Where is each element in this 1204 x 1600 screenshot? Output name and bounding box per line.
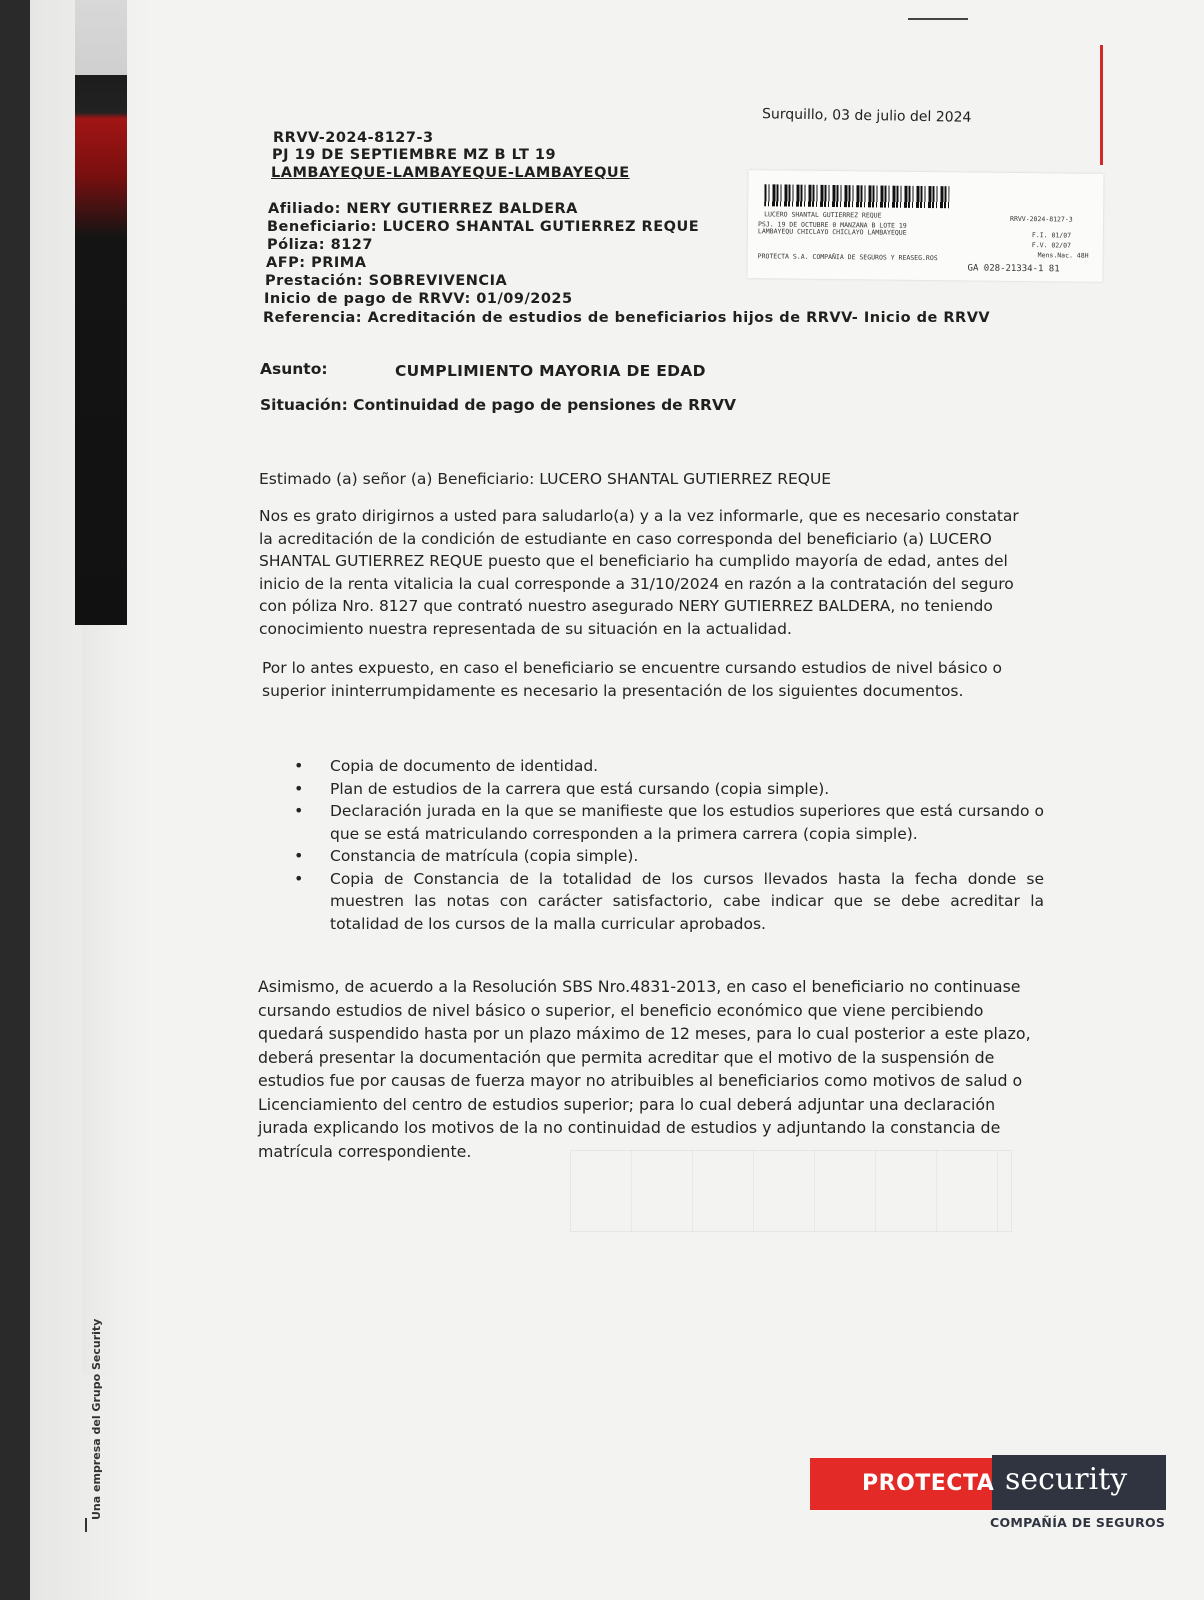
document-item: • Copia de Constancia de la totalidad de los cursos llevados hasta la fecha donde se muestren las notas con carácter satisfactorio, cabe indicar que se debe acreditar la totalidad de los cursos de la malla curricular aprobados.: [294, 868, 1044, 936]
stamp-code: RRVV-2024-8127-3: [1010, 214, 1073, 224]
paragraph-3-line: deberá presentar la documentación que permita acreditar que el motivo de la suspensión de: [258, 1047, 995, 1067]
stamp-fv: F.V. 02/07: [1031, 241, 1071, 250]
sidebar-divider: [85, 1518, 87, 1532]
stamp-name: LUCERO SHANTAL GUTIERREZ REQUE: [764, 210, 882, 220]
prestacion-line: Prestación: SOBREVIVENCIA: [265, 273, 508, 289]
paragraph-3-line: cursando estudios de nivel básico o superior, el beneficio económico que viene percibiendo: [258, 1000, 984, 1020]
paragraph-2-line: Por lo antes expuesto, en caso el beneficiario se encuentre cursando estudios de nivel básico o: [262, 659, 1003, 677]
asunto-value: CUMPLIMIENTO MAYORIA DE EDAD: [395, 362, 706, 380]
logo-brand-protecta: PROTECTA: [862, 1471, 995, 1496]
document-item: • Copia de documento de identidad.: [294, 755, 1044, 778]
logo-tagline: COMPAÑÍA DE SEGUROS: [990, 1515, 1166, 1530]
greeting-line: Estimado (a) señor (a) Beneficiario: LUCERO SHANTAL GUTIERREZ REQUE: [259, 470, 832, 488]
paragraph-1-line: Nos es grato dirigirnos a usted para saludarlo(a) y a la vez informarle, que es necesario constatar: [259, 507, 1019, 525]
address-line-1: PJ 19 DE SEPTIEMBRE MZ B LT 19: [272, 147, 557, 163]
document-item: • Declaración jurada en la que se manifieste que los estudios superiores que está cursando o que se está matriculando corresponden a la primera carrera (copia simple).: [294, 800, 1044, 845]
paragraph-3-line: jurada explicando los motivos de la no continuidad de estudios y adjuntando la constancia de: [258, 1118, 1001, 1137]
afp-line: AFP: PRIMA: [266, 255, 367, 271]
paragraph-1-line: conocimiento nuestra representada de su situación en la actualidad.: [259, 619, 792, 638]
paragraph-3-line: estudios fue por causas de fuerza mayor no atribuibles al beneficiarios como motivos de salud o: [258, 1071, 1023, 1090]
inicio-pago-line: Inicio de pago de RRVV: 01/09/2025: [264, 291, 573, 307]
paragraph-3: [258, 975, 1031, 1163]
stamp-company: PROTECTA S.A. COMPAÑIA DE SEGUROS Y REASEG.ROS: [757, 252, 938, 263]
paragraph-1-line: inicio de la renta vitalicia la cual corresponde a 31/10/2024 en razón a la contratación del seguro: [259, 574, 1014, 593]
stamp-address-1: PSJ. 19 DE OCTUBRE 0 MANZANA B LOTE 19: [757, 220, 907, 230]
top-dash: [908, 18, 968, 20]
paragraph-3-line: Asimismo, de acuerdo a la Resolución SBS Nro.4831-2013, en caso el beneficiario no continuase: [258, 977, 1021, 996]
logo-brand-security: security: [1005, 1462, 1128, 1497]
paragraph-3-line: matrícula correspondiente.: [258, 1141, 472, 1161]
documents-list: [294, 755, 1044, 935]
paragraph-1: [259, 505, 1019, 640]
paragraph-1-line: con póliza Nro. 8127 que contrató nuestro asegurado NERY GUTIERREZ BALDERA, no teniendo: [259, 597, 993, 615]
paragraph-3-line: quedará suspendido hasta por un plazo máximo de 12 meses, para lo cual posterior a este plazo,: [258, 1024, 1031, 1043]
poliza-line: Póliza: 8127: [267, 237, 373, 253]
stamp-ga: GA 028-21334-1 81: [967, 263, 1060, 275]
asunto-label: Asunto:: [260, 360, 328, 378]
document-item: • Plan de estudios de la carrera que está cursando (copia simple).: [294, 778, 1044, 801]
paragraph-2-line: superior ininterrumpidamente es necesario la presentación de los siguientes documentos.: [262, 681, 964, 700]
date-line: Surquillo, 03 de julio del 2024: [761, 106, 972, 126]
stamp-address-2: LAMBAYEQU CHICLAYO CHICLAYO LAMBAYEQUE: [757, 227, 907, 237]
side-band-light: [82, 625, 122, 1375]
side-band-dark: [75, 0, 127, 625]
mail-label-stamp: [747, 170, 1103, 282]
paragraph-1-line: SHANTAL GUTIERREZ REQUE puesto que el beneficiario ha cumplido mayoría de edad, antes del: [259, 552, 1008, 570]
paragraph-2: [262, 657, 1002, 702]
referencia-line: Referencia: Acreditación de estudios de beneficiarios hijos de RRVV- Inicio de RRVV: [263, 310, 991, 326]
beneficiario-line: Beneficiario: LUCERO SHANTAL GUTIERREZ REQUE: [267, 219, 700, 235]
group-security-tagline: Una empresa del Grupo Security: [90, 1318, 103, 1520]
situacion-line: Situación: Continuidad de pago de pensiones de RRVV: [260, 396, 736, 414]
paragraph-3-line: Licenciamiento del centro de estudios superior; para lo cual deberá adjuntar una declaración: [258, 1094, 996, 1114]
barcode-icon: [764, 184, 949, 208]
document-item: • Constancia de matrícula (copia simple).: [294, 845, 1044, 868]
stamp-fi: F.I. 01/07: [1031, 231, 1072, 240]
stamp-mens: Mens.Nac. 48H: [1037, 251, 1089, 260]
address-line-2: LAMBAYEQUE-LAMBAYEQUE-LAMBAYEQUE: [271, 165, 630, 181]
letter-page: [30, 0, 1204, 1600]
red-margin-line: [1100, 45, 1103, 165]
paragraph-1-line: la acreditación de la condición de estudiante en caso corresponda del beneficiario (a) LUCERO: [259, 529, 992, 548]
afiliado-line: Afiliado: NERY GUTIERREZ BALDERA: [268, 201, 578, 217]
reference-code: RRVV-2024-8127-3: [273, 130, 434, 146]
